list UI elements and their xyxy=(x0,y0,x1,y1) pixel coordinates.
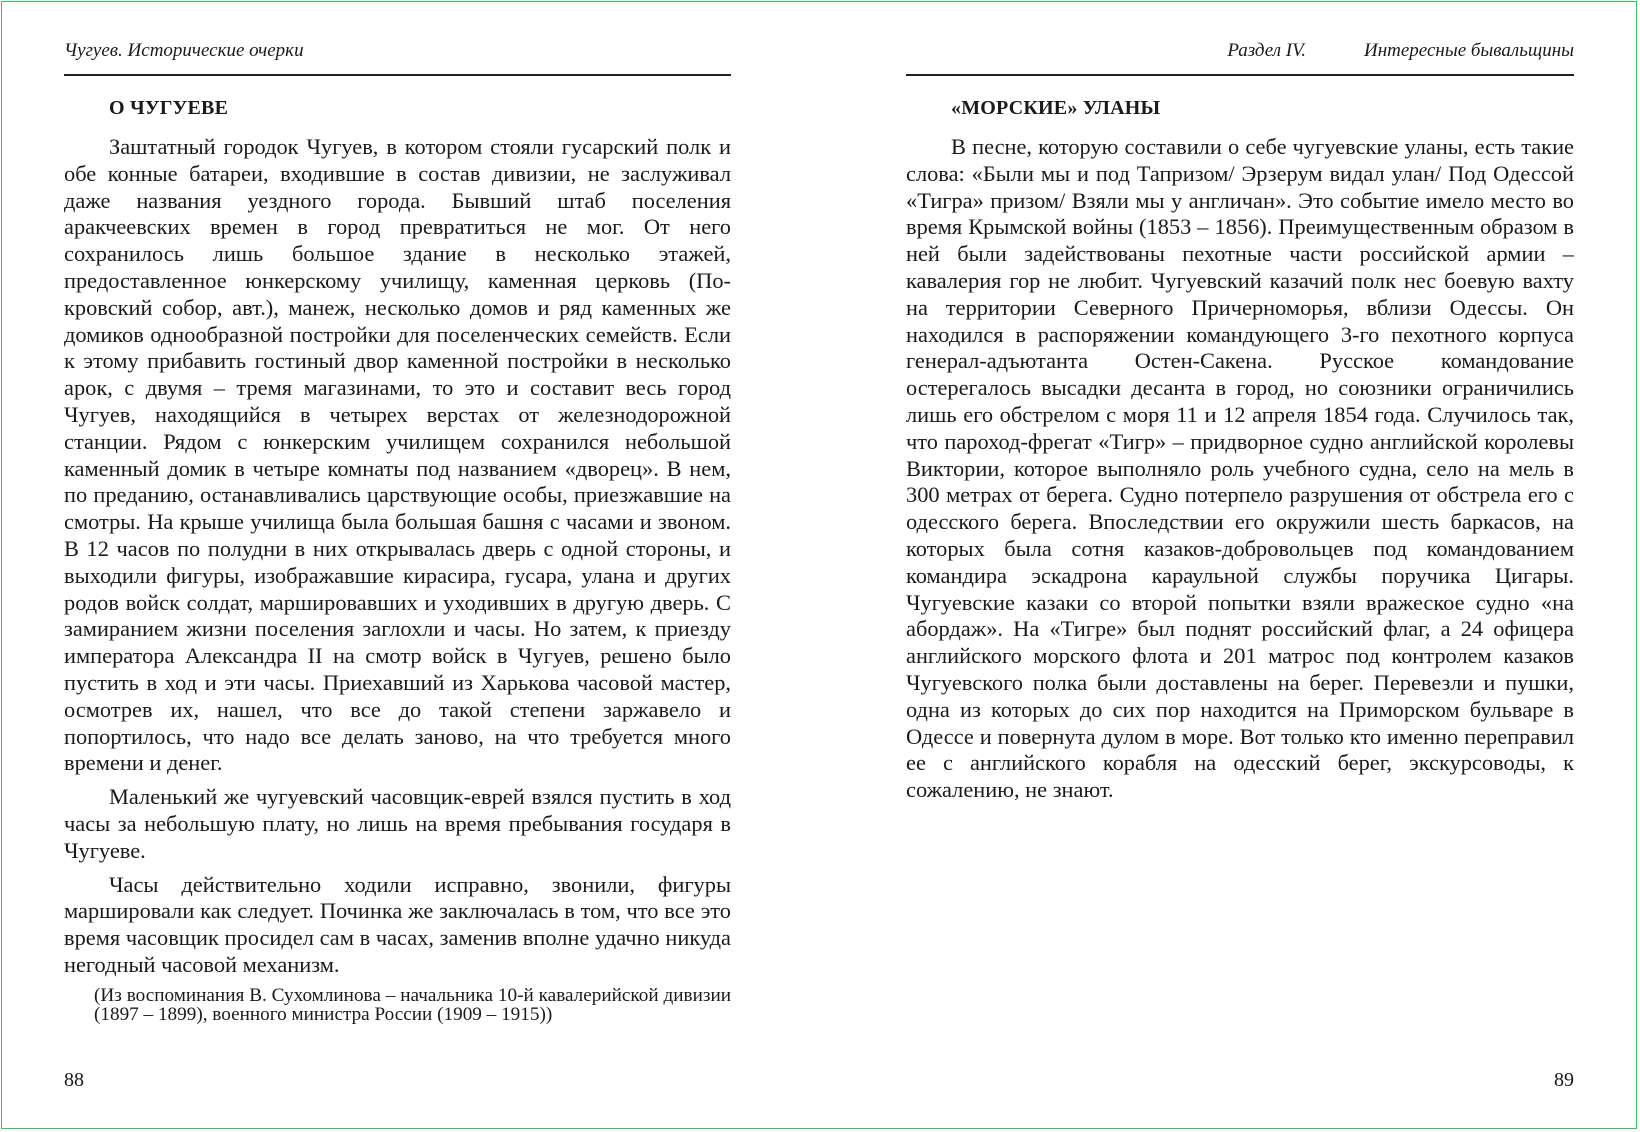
left-source-note: (Из воспоминания В. Сухомлинова – начальника 10-й кавалерийской дивизии (1897 – 1899), военного министра России (1909 – 1915)) xyxy=(94,984,731,1026)
left-article-heading: О ЧУГУЕВЕ xyxy=(109,97,229,119)
right-content xyxy=(906,96,1574,811)
right-running-head xyxy=(906,40,1574,74)
left-page xyxy=(64,0,731,1132)
left-content xyxy=(64,96,731,1025)
right-page-number: 89 xyxy=(1554,1069,1574,1091)
right-page xyxy=(906,0,1574,1132)
left-running-head-title: Чугуев. Исторические очерки xyxy=(64,40,304,61)
left-page-number: 88 xyxy=(64,1069,84,1091)
right-paragraph-1: В песне, которую составили о себе чугуевские уланы, есть такие слова: «Были мы и под Тапризом/ Эрзерум видал улан/ Под Одессой «Тигра» призом/ Взяли мы у англичан». Это событие имело место во время Крымской войны (1853 – 1856). Преимущественным образом в ней были задействованы пехотные части российской армии – кавалерия гор не любит. Чугуевский казачий полк нес боевую вахту на территории Северного Причерноморья, вблизи Одессы. Он находился в распоряжении командующего 3-го пехотного корпуса генерал-адъютанта Остен-Сакена. Русское командование остерегалось высадки десанта в город, но союзники ограничились лишь его обстрелом с моря 11 и 12 апреля 1854 года. Случилось так, что пароход-фрегат «Тигр» – придворное судно английской королевы Виктории, которое выполняло роль учебного судна, село на мель в 300 метрах от берега. Судно потерпело разрушения от обстрела его с одесского берега. Впоследствии его окружили шесть баркасов, на которых была сотня казаков-добровольцев под командованием командира эскадрона караульной службы поручика Цигары. Чугуевские казаки со второй попытки взяли вражеское судно «на абордаж». На «Тигре» был поднят российский флаг, а 24 офицера английского морского флота и 201 матрос под контролем казаков Чугуевского полка были доставлены на берег. Перевезли и пушки, одна из которых до сих пор находится на Приморском бульваре в Одессе и повернута дулом в море. Вот только кто именно переправил ее с английского корабля на одесский берег, экскурсоводы, к сожалению, не знают. xyxy=(906,134,1574,803)
left-running-head xyxy=(64,40,731,74)
right-header-rule xyxy=(906,74,1574,76)
left-paragraph-1: Заштатный городок Чугуев, в котором стояли гусарский полк и обе конные батареи, входившие в состав дивизии, не заслуживал даже названия уездного города. Бывший штаб поселения аракчеевских времен в город превратиться не мог. От него сохранилось лишь большое здание в несколько этажей, предоставленное юнкерскому училищу, каменная церковь (Покровский собор, авт.), манеж, несколько домов и ряд каменных же домиков однообразной постройки для поселенческих семейств. Если к этому прибавить гостиный двор каменной постройки в несколько арок, с двумя – тремя магазинами, то это и составит весь город Чугуев, находящийся в четырех верстах от железнодорожной станции. Рядом с юнкерским училищем сохранился небольшой каменный домик в четыре комнаты под названием «дворец». В нем, по преданию, останавливались царствующие особы, приезжавшие на смотры. На крыше училища была большая башня с часами и звоном. В 12 часов по полудни в них открывалась дверь с одной стороны, и выходили фигуры, изображавшие кирасира, гусара, улана и других родов войск солдат, маршировавших и уходивших в другую дверь. С замиранием жизни поселения заглохли и часы. Но затем, к приезду императора Александра II на смотр войск в Чугуев, решено было пустить в ход и эти часы. Приехавший из Харькова часовой мастер, осмотрев их, нашел, что все до такой степени заржавело и попортилось, что надо все делать заново, на что требуется много времени и денег. xyxy=(64,134,731,776)
right-running-head-section: Раздел IV. xyxy=(1227,40,1306,61)
right-running-head-title: Интересные бывальщины xyxy=(1363,40,1574,61)
left-paragraph-3: Часы действительно ходили исправно, звонили, фигуры маршировали как следует. Починка же заключалась в том, что все это время часовщик просидел сам в часах, заменив вполне удачно никуда негодный часовой механизм. xyxy=(64,871,731,977)
left-paragraph-2: Маленький же чугуевский часовщик-еврей взялся пустить в ход часы за небольшую плату, но лишь на время пребывания государя в Чугуеве. xyxy=(64,784,731,863)
left-header-rule xyxy=(64,74,731,76)
right-article-heading: «МОРСКИЕ» УЛАНЫ xyxy=(951,97,1161,119)
